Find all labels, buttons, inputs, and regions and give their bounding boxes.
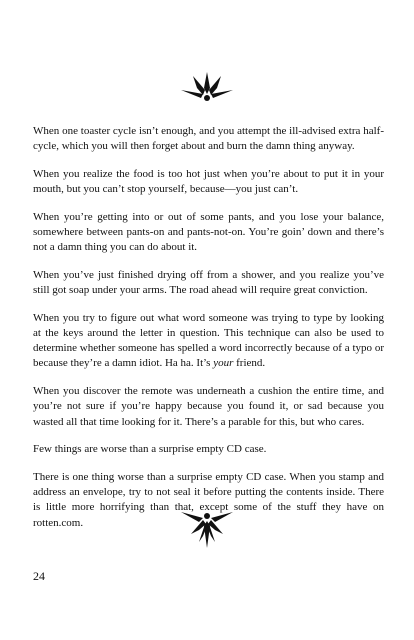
paragraph: When you discover the remote was underneath a cushion the entire time, and you’re not sure if you’re happy because you found it, or sad because you wasted all that time looking for it. There’s a parable for this, but who cares. xyxy=(33,385,384,428)
paragraph: There is one thing worse than a surprise empty CD case. When you stamp and address an envelope, try to not seal it before putting the contents inside. There is little more horrifying than that, except some of the stuff they have on rotten.com. xyxy=(33,470,384,529)
page-number: 24 xyxy=(33,569,45,583)
paragraph-end: friend. xyxy=(233,357,266,370)
bottom-fleuron-icon xyxy=(179,508,235,550)
paragraph: Few things are worse than a surprise empty CD case. xyxy=(33,443,267,456)
paragraph: When one toaster cycle isn’t enough, and you attempt the ill-advised extra half-cycle, which you will then forget about and burn the damn thing anyway. xyxy=(33,125,384,153)
page-body xyxy=(33,124,384,543)
top-fleuron-icon xyxy=(179,68,235,104)
paragraph: When you realize the food is too hot just when you’re about to put it in your mouth, but you can’t stop yourself, because—you just can’t. xyxy=(33,167,384,196)
paragraph: When you’re getting into or out of some pants, and you lose your balance, somewhere between pants-on and pants-not-on. You’re goin’ down and there’s not a damn thing you can do about it. xyxy=(33,210,384,254)
paragraph-text: When you try to figure out what word someone was trying to type by looking at the keys around the letter in question. This technique can also be used to determine whether someone has spelled a word incorrectly because of a typo or because they’re a damn idiot. Ha ha. It’s xyxy=(33,311,384,370)
italic-word: your xyxy=(213,357,234,370)
paragraph xyxy=(33,311,384,372)
paragraph: When you’ve just finished drying off from a shower, and you realize you’ve still got soap under your arms. The road ahead will require great conviction. xyxy=(33,268,384,297)
